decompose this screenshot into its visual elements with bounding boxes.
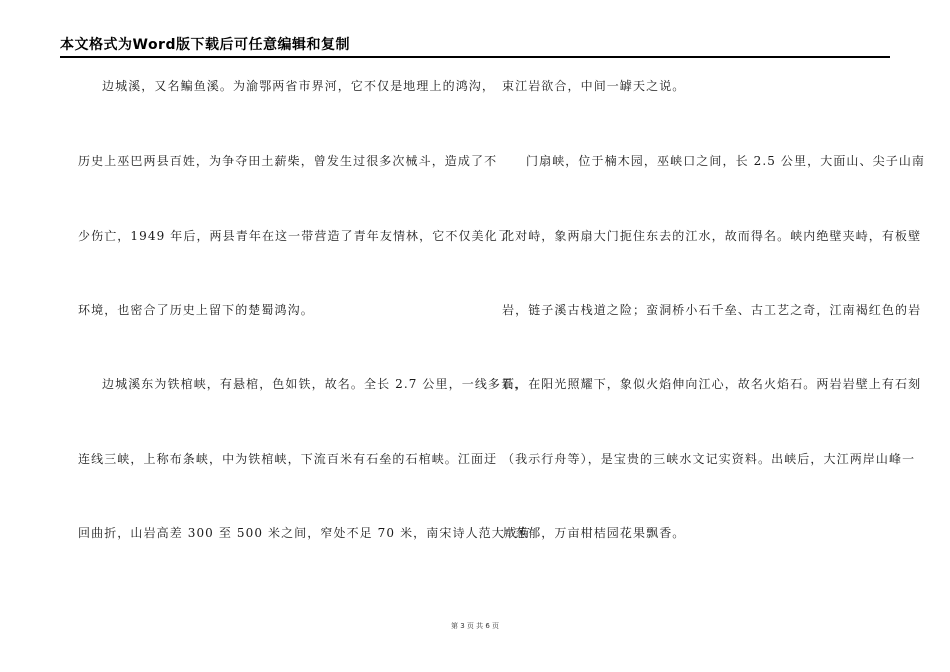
paragraph-line: 环境，也密合了历史上留下的楚蜀鸿沟。 (78, 303, 314, 317)
paragraph-line: （我示行舟等），是宝贵的三峡水文记实资料。出峡后，大江两岸山峰一 (502, 452, 916, 466)
document-header-title: 本文格式为Word版下载后可任意编辑和复制 (60, 37, 350, 53)
paragraph-line: 石，在阳光照耀下，象似火焰伸向江心，故名火焰石。两岩岩壁上有石刻 (502, 377, 922, 391)
paragraph-line: 门扇峡，位于楠木园，巫峡口之间，长 2.5 公里，大面山、尖子山南 (526, 154, 926, 168)
paragraph-line: 历史上巫巴两县百姓，为争夺田土薪柴，曾发生过很多次械斗，造成了不 (78, 154, 498, 168)
paragraph-line: 少伤亡，1949 年后，两县青年在这一带营造了青年友情林，它不仅美化了 (78, 229, 511, 243)
paragraph-line: 束江岩欲合，中间一罅天之说。 (502, 79, 686, 93)
page-number: 第 3 页 共 6 页 (450, 622, 500, 630)
header-divider (60, 56, 890, 58)
paragraph-line: 连线三峡，上称布条峡，中为铁棺峡，下流百米有石垒的石棺峡。江面迂 (78, 452, 498, 466)
paragraph-line: 北对峙，象两扇大门扼住东去的江水，故而得名。峡内绝壁夹峙，有板壁 (502, 229, 922, 243)
paragraph-line: 岩，链子溪古栈道之险；蛮洞桥小石千垒、古工艺之奇，江南褐红色的岩 (502, 303, 922, 317)
paragraph-line: 边城溪东为铁棺峡，有悬棺，色如铁，故名。全长 2.7 公里，一线多景， (102, 377, 528, 391)
paragraph-line: 片葱郁，万亩柑桔园花果飘香。 (502, 526, 686, 540)
paragraph-line: 边城溪，又名鳊鱼溪。为渝鄂两省市界河，它不仅是地理上的鸿沟， (102, 79, 496, 93)
paragraph-line: 回曲折，山岩高差 300 至 500 米之间，窄处不足 70 米，南宋诗人范大成有 (78, 526, 532, 540)
